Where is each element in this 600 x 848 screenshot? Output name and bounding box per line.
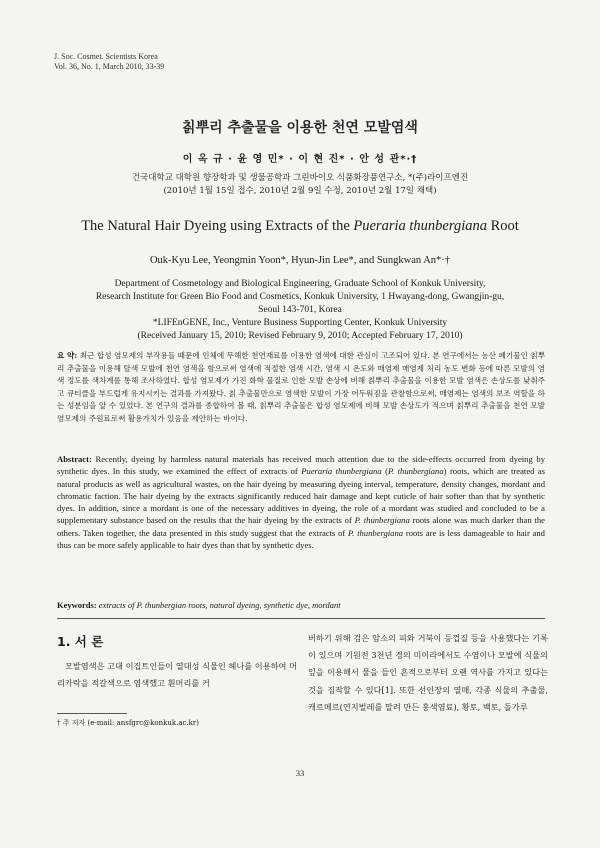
footnote: † 주 저자 (e-mail: ansfgrc@konkuk.ac.kr)	[57, 719, 200, 727]
english-affiliation	[0, 278, 600, 343]
section-title: 1. 서 론	[57, 634, 104, 649]
korean-abstract-text: 최근 합성 염모제의 부작용들 때문에 인체에 무해한 천연재료를 이용한 염색에 대한 관심이 고조되어 있다. 본 연구에서는 농산 폐기물인 칡뿌리 추출물을 이용해 탈색 모발에 천연 염색을 함으로써 염색에 적절한 염색 시간, 염색 시 온도와 매염제 매염제 처리 농도 변화 등에 따른 모발의 염색 정도를 색차계를 통해 조사하였다. 합성 염모제가 가진 화학 물질로 인한 모발 손상에 비해 칡뿌리 추출물을 이용한 모발 염색은 손상도를 낮춰주고 큐티클을 부드럽게 유지시키는 결과를 가져왔다. 칡 추출물만으로 염색한 모발이 가장 어두워짐을 관찰함으로써, 매염제는 염색의 보조 역할을 하는 성분임을 알 수 있었다. 본 연구의 결과를 종합하여 볼 때, 칡뿌리 추출물은 합성 염모제에 비해 모발 손상도가 적으며 칡뿌리 추출물을 천연 모발 염모제의 주원료로써 활용가치가 있음을 제안하는 바이다.	[57, 351, 546, 423]
footnote-divider	[57, 713, 127, 714]
english-title	[0, 218, 600, 235]
journal-name: J. Soc. Cosmet. Scientists Korea	[54, 52, 158, 61]
keywords-text: extracts of P. thunbergian roots, natural dyeing, synthetic dye, mordant	[98, 600, 341, 610]
english-authors: Ouk-Kyu Lee, Yeongmin Yoon*, Hyun-Jin Lee*, and Sungkwan An*·†	[149, 255, 451, 266]
english-affiliation-line: Department of Cosmetology and Biological Engineering, Graduate School of Konkuk University,	[114, 279, 486, 289]
section-divider	[57, 618, 545, 619]
english-affiliation-line: Research Institute for Green Bio Food and Cosmetics, Konkuk University, 1 Hwayang-dong, Gwangjin-gu,	[95, 292, 505, 302]
abstract-text: (	[381, 466, 388, 477]
english-title-species: Pueraria thunbergiana	[353, 218, 487, 234]
english-title-post: Root	[486, 218, 519, 234]
species-name: P. thunbergiana	[387, 466, 444, 477]
body-right-column: 버하기 위해 검은 암소의 피와 거북이 등껍질 등을 사용했다는 기록이 있으며 기원전 3천년 경의 미이라에서도 수염이나 모발에 식물의 잎을 이용해서 물을 들인 흔적으로부터 오랜 역사를 가지고 있다는 것을 짐작할 수 있다[1]. 또한 선인장의 열매, 각종 식물의 추출물, 캐르메르(연지벌레를 말려 만든 홍색염료), 황토, 백토, 돌가루	[308, 633, 548, 712]
english-dates: (Received January 15, 2010; Revised February 9, 2010; Accepted February 17, 2010)	[137, 331, 463, 341]
korean-abstract-label: 요 약:	[57, 351, 78, 360]
english-abstract-label: Abstract:	[57, 454, 92, 464]
korean-dates: (2010년 1월 15일 접수, 2010년 2월 9일 수정, 2010년 2월 17일 채택)	[163, 186, 437, 196]
journal-volume: Vol. 36, No. 1, March 2010, 33-39	[54, 62, 165, 71]
body-left-column	[57, 658, 297, 692]
english-abstract	[57, 453, 545, 551]
journal-info	[54, 52, 164, 72]
english-title-pre: The Natural Hair Dyeing using Extracts of the	[81, 218, 354, 234]
korean-authors: 이 옥 규 · 윤 영 민* · 이 현 진* · 안 성 관*·†	[182, 154, 418, 165]
korean-title: 칡뿌리 추출물을 이용한 천연 모발염색	[182, 120, 418, 136]
species-name: P. thunbergiana	[354, 515, 410, 526]
species-name: P. thunbergiana	[348, 527, 404, 538]
keywords	[57, 600, 545, 610]
korean-abstract	[57, 350, 545, 426]
page-number: 33	[295, 768, 305, 778]
english-affiliation-line: Seoul 143-701, Korea	[258, 305, 342, 315]
korean-affiliation	[0, 172, 600, 198]
abstract-text: roots are is less damageable to hair and thus can be more safely applicable to hair dyes than that by synthetic dyes.	[57, 527, 545, 551]
korean-affiliation-text: 건국대학교 대학원 향장학과 및 생물공학과 그린바이오 식품화장품연구소, *(주)라이프엔진	[131, 173, 469, 183]
species-name: Pueraria thunbergiana	[301, 466, 382, 477]
abstract-text: ) roots, which are treated as natural products as well as agricultural wastes, on the hair dyeing by measuring dyeing interval, temperature, density changes, mordant and chromatic faction. The hair dyeing by the extracts significantly reduced hair damage and kept cuticle of hair softer than that by synthetic dyes. In addition, since a mordant is one of the necessary additives in dyeing, the role of a mordant was studied and concluded to be a supplementary substance based on the results that the hair dyeing by the extracts of	[57, 466, 546, 526]
abstract-text: roots alone was much darker than the others. Taken together, the data presented in this study suggest that the extracts of	[57, 515, 545, 538]
english-affiliation-line: *LIFEnGENE, Inc., Venture Business Supporting Center, Konkuk University	[152, 318, 448, 328]
body-left-text: 모발염색은 고대 이집트인들이 열대성 식물인 헤나를 이용하여 머리카락을 적갈색으로 염색했고 흰머리를 커	[57, 661, 297, 688]
abstract-text: Recently, dyeing by harmless natural materials has received much attention due to the side-effects occurred from dyeing by synthetic dyes. In this study, we examined the effect of extracts of	[57, 454, 545, 477]
keywords-label: Keywords:	[57, 600, 97, 610]
